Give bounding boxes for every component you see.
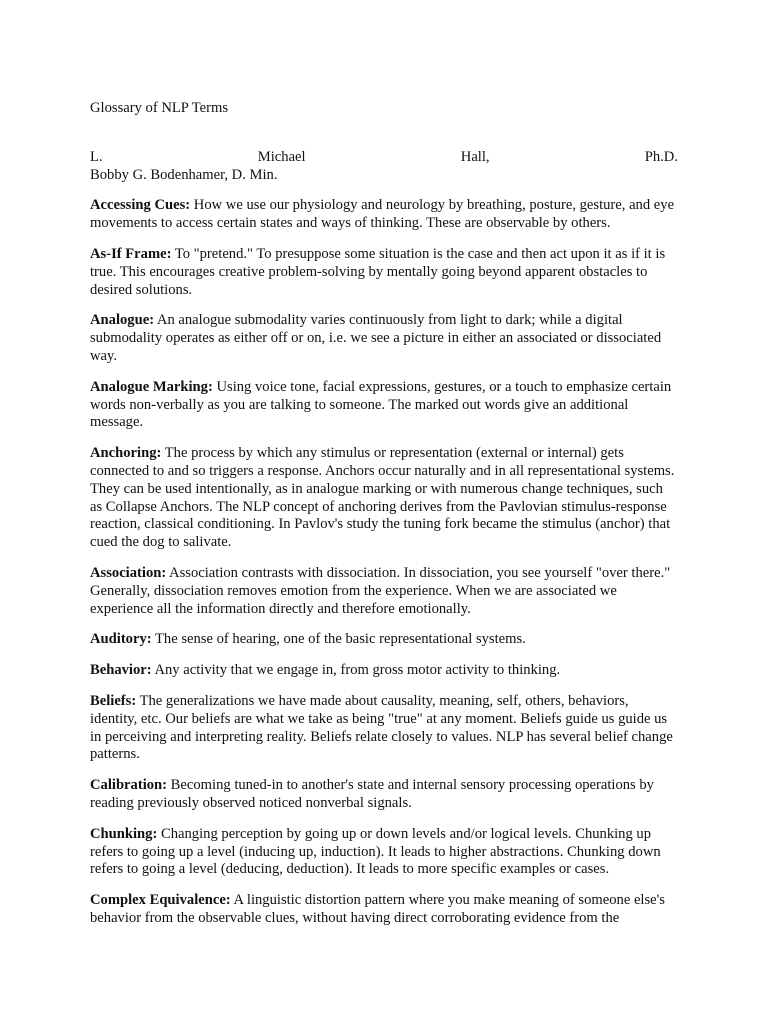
glossary-entry	[90, 631, 678, 649]
glossary-definition: Using voice tone, facial expressions, gestures, or a touch to emphasize certain words non-verbally as you are talking to someone. The marked out words give an additional message.	[90, 378, 672, 431]
glossary-definition: To "pretend." To presuppose some situation is the case and then act upon it as if it is true. This encourages creative problem-solving by mentally going beyond apparent obstacles to desired solutions.	[90, 245, 666, 298]
glossary-definition: Association contrasts with dissociation. In dissociation, you see yourself "over there." Generally, dissociation removes emotion from the experience. When we are associated we experience all the information directly and therefore emotionally.	[90, 564, 671, 617]
glossary-definition: Any activity that we engage in, from gross motor activity to thinking.	[151, 662, 561, 679]
glossary-term: Chunking:	[90, 825, 158, 842]
glossary-entry	[90, 693, 678, 764]
glossary-entry	[90, 445, 678, 552]
glossary-term: Auditory:	[90, 631, 152, 648]
glossary-definition: An analogue submodality varies continuously from light to dark; while a digital submodality operates as either off or on, i.e. we see a picture in either an associated or dissociated way.	[90, 312, 662, 364]
author-line-2: Bobby G. Bodenhamer, D. Min.	[90, 166, 278, 183]
glossary-definition: The process by which any stimulus or representation (external or internal) gets connected to and so triggers a response. Anchors occur naturally and in all representational systems. They can be used intentionally, as in analogue marking or with numerous change techniques, such as Collapse Anchors. The NLP concept of anchoring derives from the Pavlovian stimulus-response reaction, classical conditioning. In Pavlov's study the tuning fork became the stimulus (anchor) that cued the dog to salivate.	[90, 445, 675, 551]
glossary-entry	[90, 565, 678, 618]
glossary-entry	[90, 246, 678, 299]
glossary-entry	[90, 826, 678, 879]
glossary-term: Behavior:	[90, 662, 152, 679]
document-page	[90, 100, 678, 928]
glossary-term: As-If Frame:	[90, 245, 172, 262]
glossary-entry	[90, 662, 678, 680]
glossary-term: Calibration:	[90, 777, 168, 794]
author-part: L.	[90, 148, 103, 165]
glossary-entry	[90, 892, 678, 928]
glossary-term: Analogue Marking:	[90, 378, 213, 395]
glossary-entry	[90, 379, 678, 432]
glossary-entry	[90, 197, 678, 233]
author-part: Michael	[257, 148, 306, 165]
glossary-definition: Changing perception by going up or down levels and/or logical levels. Chunking up refers to going up a level (inducing up, induction). It leads to higher abstractions. Chunking down refers to going a level (deducing, deduction). It leads to more specific examples or cases.	[90, 825, 661, 878]
glossary-definition: A linguistic distortion pattern where you make meaning of someone else's behavior from the observable clues, without having direct corroborating evidence from the	[90, 892, 665, 926]
glossary-entry	[90, 777, 678, 813]
glossary-term: Association:	[90, 564, 167, 581]
glossary-term: Beliefs:	[90, 692, 137, 709]
glossary-definition: The generalizations we have made about causality, meaning, self, others, behaviors, identity, etc. Our beliefs are what we take as being "true" at any moment. Beliefs guide us guide us in perceiving and interpreting reality. Beliefs relate closely to values. NLP has several belief change patterns.	[90, 692, 673, 763]
author-block	[90, 149, 678, 185]
author-line-1	[90, 149, 678, 167]
glossary-definition: How we use our physiology and neurology by breathing, posture, gesture, and eye movements to access certain states and ways of thinking. These are observable by others.	[90, 197, 675, 232]
glossary-entry	[90, 312, 678, 365]
document-title: Glossary of NLP Terms	[90, 100, 229, 116]
glossary-definition: The sense of hearing, one of the basic representational systems.	[151, 631, 526, 648]
glossary-definition: Becoming tuned-in to another's state and internal sensory processing operations by reading previously observed noticed nonverbal signals.	[90, 777, 654, 811]
glossary-term: Analogue:	[90, 312, 155, 329]
author-part: Ph.D.	[644, 148, 678, 165]
glossary-term: Complex Equivalence:	[90, 892, 231, 909]
glossary-term: Anchoring:	[90, 445, 162, 462]
author-part: Hall,	[460, 148, 490, 165]
glossary-term: Accessing Cues:	[90, 197, 191, 214]
